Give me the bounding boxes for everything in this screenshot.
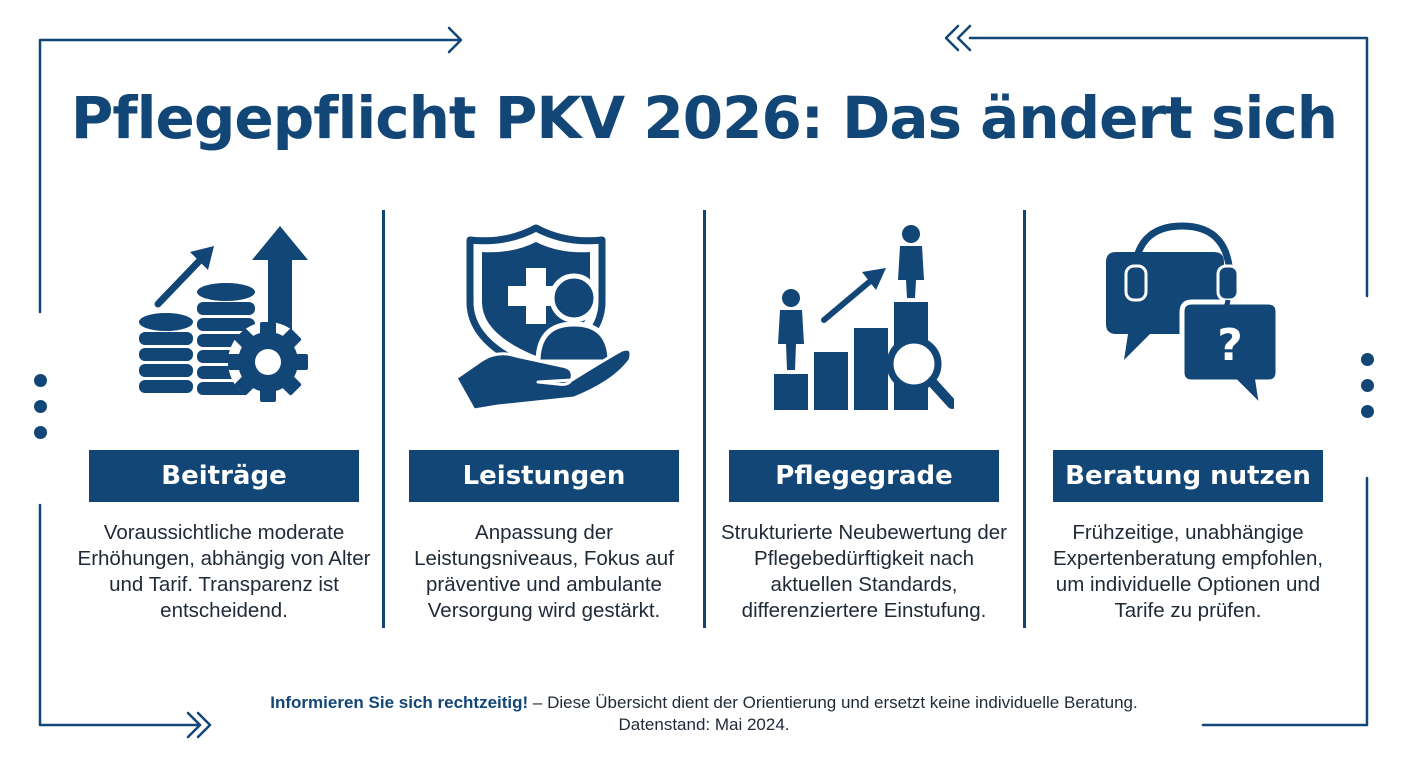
svg-text:?: ? <box>1217 320 1243 371</box>
right-dots <box>1361 353 1375 431</box>
column-beitraege <box>74 200 374 630</box>
label-beratung: Beratung nutzen <box>1053 450 1323 502</box>
description-beitraege: Voraussichtliche moderate Erhöhungen, abhängig von Alter und Tarif. Transparenz ist entscheidend. <box>77 521 371 622</box>
footer-emphasis: Informieren Sie sich rechtzeitig! <box>270 693 529 712</box>
column-leistungen <box>394 200 694 630</box>
column-divider <box>382 210 385 628</box>
description-leistungen: Anpassung der Leistungsniveaus, Fokus auf präventive und ambulante Versorgung wird gestärkt. <box>414 521 674 622</box>
label-beitraege: Beiträge <box>89 450 359 502</box>
coins-gear-growth-icon <box>134 210 314 410</box>
column-beratung <box>1038 200 1338 630</box>
description-pflegegrade: Strukturierte Neubewertung der Pflegebedürftigkeit nach aktuellen Standards, differenziertere Einstufung. <box>720 521 1007 622</box>
column-divider <box>703 210 706 628</box>
hand-shield-person-icon <box>454 210 634 410</box>
left-dots <box>34 374 48 452</box>
column-divider <box>1023 210 1026 628</box>
footer-note <box>0 692 1408 736</box>
steps-magnifier-people-icon <box>774 210 954 410</box>
footer-date: Datenstand: Mai 2024. <box>618 715 790 734</box>
label-pflegegrade: Pflegegrade <box>729 450 999 502</box>
column-pflegegrade <box>714 200 1014 630</box>
label-leistungen: Leistungen <box>409 450 679 502</box>
page-title: Pflegepflicht PKV 2026: Das ändert sich <box>70 84 1338 152</box>
headset-speech-bubbles-icon <box>1098 210 1278 410</box>
description-beratung: Frühzeitige, unabhängige Expertenberatung empfohlen, um individuelle Optionen und Tarife zu prüfen. <box>1052 521 1324 622</box>
footer-text: – Diese Übersicht dient der Orientierung und ersetzt keine individuelle Beratung. <box>528 693 1138 712</box>
